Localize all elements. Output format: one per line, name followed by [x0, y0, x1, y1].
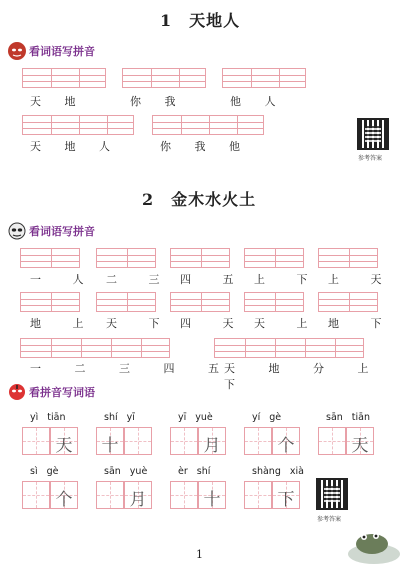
word-label: 四 天 — [180, 317, 248, 330]
lesson2-pinyin-grid[interactable] — [244, 248, 304, 268]
word-label: 天 地 人 — [30, 140, 120, 153]
opera-mask-icon — [8, 222, 26, 240]
qr-caption: 参考答案 — [358, 155, 383, 162]
given-character: 个 — [55, 490, 73, 510]
lesson2-section1-header — [8, 222, 95, 240]
character-box[interactable] — [170, 427, 198, 455]
pinyin-label: èr shí — [178, 466, 211, 477]
section-label: 看词语写拼音 — [29, 225, 95, 238]
lesson2-pinyin-grid[interactable] — [244, 292, 304, 312]
lesson1-title: 1 天地人 — [160, 11, 241, 30]
word-label: 你 我 — [130, 95, 186, 108]
word-label: 地 上 — [30, 317, 98, 330]
given-character: 个 — [277, 436, 295, 456]
lesson1-pinyin-grid[interactable] — [222, 68, 306, 88]
lesson2-section2-header — [8, 383, 95, 401]
character-box[interactable] — [50, 427, 78, 455]
lesson2-pinyin-grid[interactable] — [318, 248, 378, 268]
character-box[interactable] — [96, 481, 124, 509]
word-label: 上 下 — [254, 273, 322, 286]
pinyin-label: shí yī — [104, 412, 135, 423]
lesson2-pinyin-grid[interactable] — [20, 292, 80, 312]
pinyin-label: yī yuè — [178, 412, 213, 423]
word-label: 四 五 — [180, 273, 248, 286]
lesson2-pinyin-grid[interactable] — [20, 338, 170, 358]
qr-code-icon[interactable] — [357, 118, 389, 150]
given-character: 天 — [351, 436, 369, 456]
character-box[interactable] — [244, 427, 272, 455]
word-label: 他 人 — [230, 95, 286, 108]
given-character: 十 — [101, 436, 119, 456]
pinyin-label: sān tiān — [326, 412, 371, 423]
word-label: 一 人 — [30, 273, 98, 286]
opera-mask-icon — [8, 383, 26, 401]
qr-code-icon[interactable] — [316, 478, 348, 510]
qr-caption: 参考答案 — [317, 516, 342, 523]
word-label: 二 三 — [106, 273, 174, 286]
lesson1-pinyin-grid[interactable] — [22, 115, 134, 135]
character-box[interactable] — [124, 481, 152, 509]
lesson2-title: 2 金木水火土 — [142, 190, 257, 209]
given-character: 天 — [55, 436, 73, 456]
character-box[interactable] — [318, 427, 346, 455]
character-box[interactable] — [22, 427, 50, 455]
word-label: 天 上 — [254, 317, 322, 330]
character-box[interactable] — [96, 427, 124, 455]
given-character: 月 — [203, 436, 221, 456]
lesson2-pinyin-grid[interactable] — [170, 292, 230, 312]
character-box[interactable] — [170, 481, 198, 509]
character-box[interactable] — [244, 481, 272, 509]
opera-mask-icon — [8, 42, 26, 60]
word-label: 你 我 他 — [160, 140, 250, 153]
lesson1-pinyin-grid[interactable] — [22, 68, 106, 88]
character-box[interactable] — [198, 427, 226, 455]
word-label: 天 地 — [30, 95, 86, 108]
character-box[interactable] — [198, 481, 226, 509]
lesson1-pinyin-grid[interactable] — [152, 115, 264, 135]
lesson2-pinyin-grid[interactable] — [170, 248, 230, 268]
lesson2-pinyin-grid[interactable] — [20, 248, 80, 268]
pinyin-label: sì gè — [30, 466, 59, 477]
word-label: 天 地 分 上 下 — [224, 362, 384, 391]
given-character: 月 — [129, 490, 147, 510]
character-box[interactable] — [346, 427, 374, 455]
given-character: 下 — [277, 490, 295, 510]
character-box[interactable] — [272, 481, 300, 509]
pinyin-label: yì tiān — [30, 412, 66, 423]
pinyin-label: shàng xià — [252, 466, 304, 477]
section-label: 看词语写拼音 — [29, 45, 95, 58]
lesson2-pinyin-grid[interactable] — [318, 292, 378, 312]
lesson1-pinyin-grid[interactable] — [122, 68, 206, 88]
given-character: 十 — [203, 490, 221, 510]
section-label: 看拼音写词语 — [29, 386, 95, 399]
lesson2-pinyin-grid[interactable] — [96, 292, 156, 312]
character-box[interactable] — [272, 427, 300, 455]
word-label: 天 下 — [106, 317, 174, 330]
lesson2-pinyin-grid[interactable] — [214, 338, 364, 358]
pinyin-label: sān yuè — [104, 466, 148, 477]
lesson2-pinyin-grid[interactable] — [96, 248, 156, 268]
frog-decoration-icon — [340, 522, 400, 564]
character-box[interactable] — [50, 481, 78, 509]
character-box[interactable] — [22, 481, 50, 509]
lesson1-section-header — [8, 42, 95, 60]
character-box[interactable] — [124, 427, 152, 455]
pinyin-label: yí gè — [252, 412, 282, 423]
word-label: 上 天 — [328, 273, 396, 286]
page-number: 1 — [196, 548, 203, 561]
word-label: 一 二 三 四 五 — [30, 362, 234, 375]
word-label: 地 下 — [328, 317, 396, 330]
